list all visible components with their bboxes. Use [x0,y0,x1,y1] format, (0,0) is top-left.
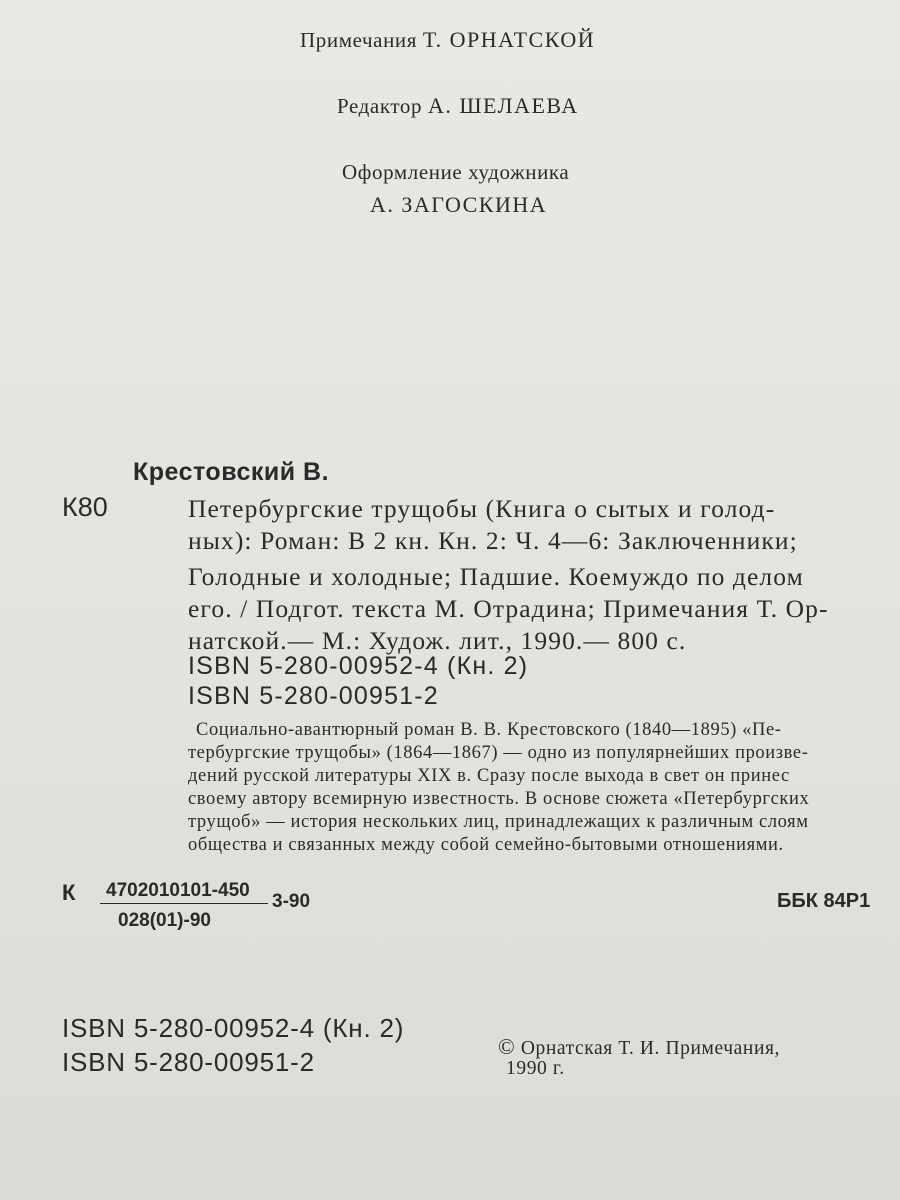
bbk-code: ББК 84Р1 [777,890,871,912]
description-line: его. / Подгот. текста М. Отрадина; Примечания Т. Ор- [188,594,829,623]
editor-label: Редактор [337,94,423,118]
notes-name: Т. ОРНАТСКОЙ [422,27,596,52]
index-denominator: 028(01)-90 [118,910,211,931]
description-line: ных): Роман: В 2 кн. Кн. 2: Ч. 4—6: Заключенники; [188,526,798,555]
annotation-line: своему автору всемирную известность. В основе сюжета «Петербургских [188,789,810,809]
notes-label: Примечания [300,28,418,52]
copyright-year: 1990 г. [506,1058,565,1079]
index-k-letter: К [62,880,76,905]
copyright-text: Орнатская Т. И. Примечания, [520,1038,781,1059]
index-suffix: 3-90 [272,891,311,912]
footer-isbn: ISBN 5-280-00951-2 [62,1047,315,1077]
annotation-line: тербургские трущобы» (1864—1867) — одно из популярнейших произве- [188,743,809,763]
catalog-isbn: ISBN 5-280-00952-4 (Кн. 2) [188,652,529,680]
description-line: натской.— М.: Худож. лит., 1990.— 800 с. [188,626,687,655]
design-name: А. ЗАГОСКИНА [370,192,548,217]
footer-isbn: ISBN 5-280-00952-4 (Кн. 2) [62,1013,405,1043]
editor-credit [337,93,579,119]
notes-credit [300,27,595,53]
catalog-author: Крестовский В. [133,458,330,486]
catalog-isbn: ISBN 5-280-00951-2 [188,682,439,710]
annotation-line: общества и связанных между собой семейно-бытовыми отношениями. [188,835,784,855]
copyright-line [498,1034,780,1060]
catalog-code: К80 [62,492,108,522]
fraction-bar [100,903,268,904]
annotation-line: Социально-авантюрный роман В. В. Крестовского (1840—1895) «Пе- [196,720,782,740]
copyright-sign: © [498,1034,516,1059]
annotation-line: трущоб» — история нескольких лиц, принадлежащих к различным слоям [188,812,809,832]
editor-name: А. ШЕЛАЕВА [427,93,579,118]
design-label: Оформление художника [342,160,570,184]
annotation-line: дений русской литературы XIX в. Сразу после выхода в свет он принес [188,766,790,786]
index-numerator: 4702010101-450 [106,880,250,901]
description-line: Голодные и холодные; Падшие. Коемуждо по делом [188,562,804,591]
description-line: Петербургские трущобы (Книга о сытых и голод- [188,494,776,523]
